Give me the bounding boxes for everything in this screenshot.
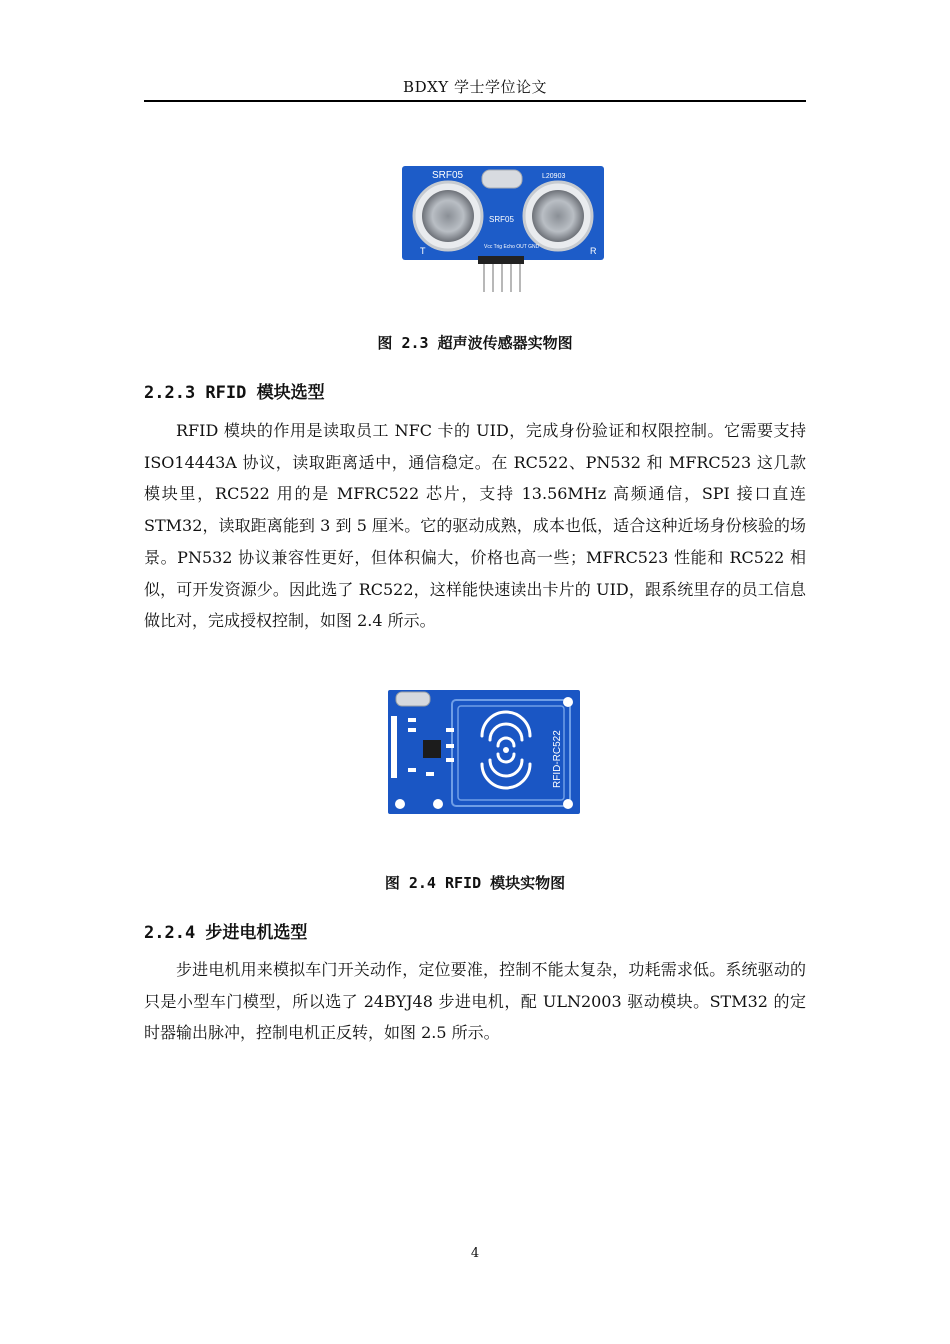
sensor-t-label: T bbox=[420, 246, 426, 256]
figure-caption-2-4: 图 2.4 RFID 模块实物图 bbox=[384, 874, 566, 892]
page-number: 4 bbox=[470, 1246, 480, 1261]
rfid-module-photo bbox=[386, 688, 582, 816]
section-heading-2-2-4: 2.2.4 步进电机选型 bbox=[144, 923, 308, 943]
header-rule bbox=[144, 100, 806, 102]
figure-caption-2-3: 图 2.3 超声波传感器实物图 bbox=[377, 334, 573, 352]
sensor-model-label: SRF05 bbox=[432, 170, 464, 181]
sensor-r-label: R bbox=[590, 246, 597, 256]
running-header: BDXY 学士学位论文 bbox=[403, 78, 547, 96]
sensor-pin-labels: Vcc Trig Echo OUT GND bbox=[484, 244, 540, 250]
ultrasonic-sensor-photo bbox=[398, 160, 608, 302]
sensor-code-label: L20903 bbox=[542, 173, 566, 180]
section-paragraph-stepper: 步进电机用来模拟车门开关动作，定位要准，控制不能太复杂，功耗需求低。系统驱动的只是小型车门模型，所以选了 24BYJ48 步进电机，配 ULN2003 驱动模块。STM32 的定时器输出脉冲，控制电机正反转，如图 2.5 所示。 bbox=[144, 960, 806, 1043]
section-paragraph-rfid: RFID 模块的作用是读取员工 NFC 卡的 UID，完成身份验证和权限控制。它需要支持 ISO14443A 协议，读取距离适中，通信稳定。在 RC522、PN532 和 MFRC523 这几款模块里，RC522 用的是 MFRC522 芯片，支持 13.56MHz 高频通信，SPI 接口直连 STM32，读取距离能到 3 到 5 厘米。它的驱动成熟，成本也低，适合这种近场身份核验的场景。PN532 协议兼容性更好，但体积偏大，价格也高一些；MFRC523 性能和 RC522 相似，可开发资源少。因此选了 RC522，这样能快速读出卡片的 UID，跟系统里存的员工信息做比对，完成授权控制，如图 2.4 所示。 bbox=[144, 421, 806, 631]
section-heading-2-2-3: 2.2.3 RFID 模块选型 bbox=[144, 383, 325, 403]
sensor-model-small-label: SRF05 bbox=[489, 215, 514, 224]
rfid-board-label: RFID-RC522 bbox=[552, 730, 563, 788]
